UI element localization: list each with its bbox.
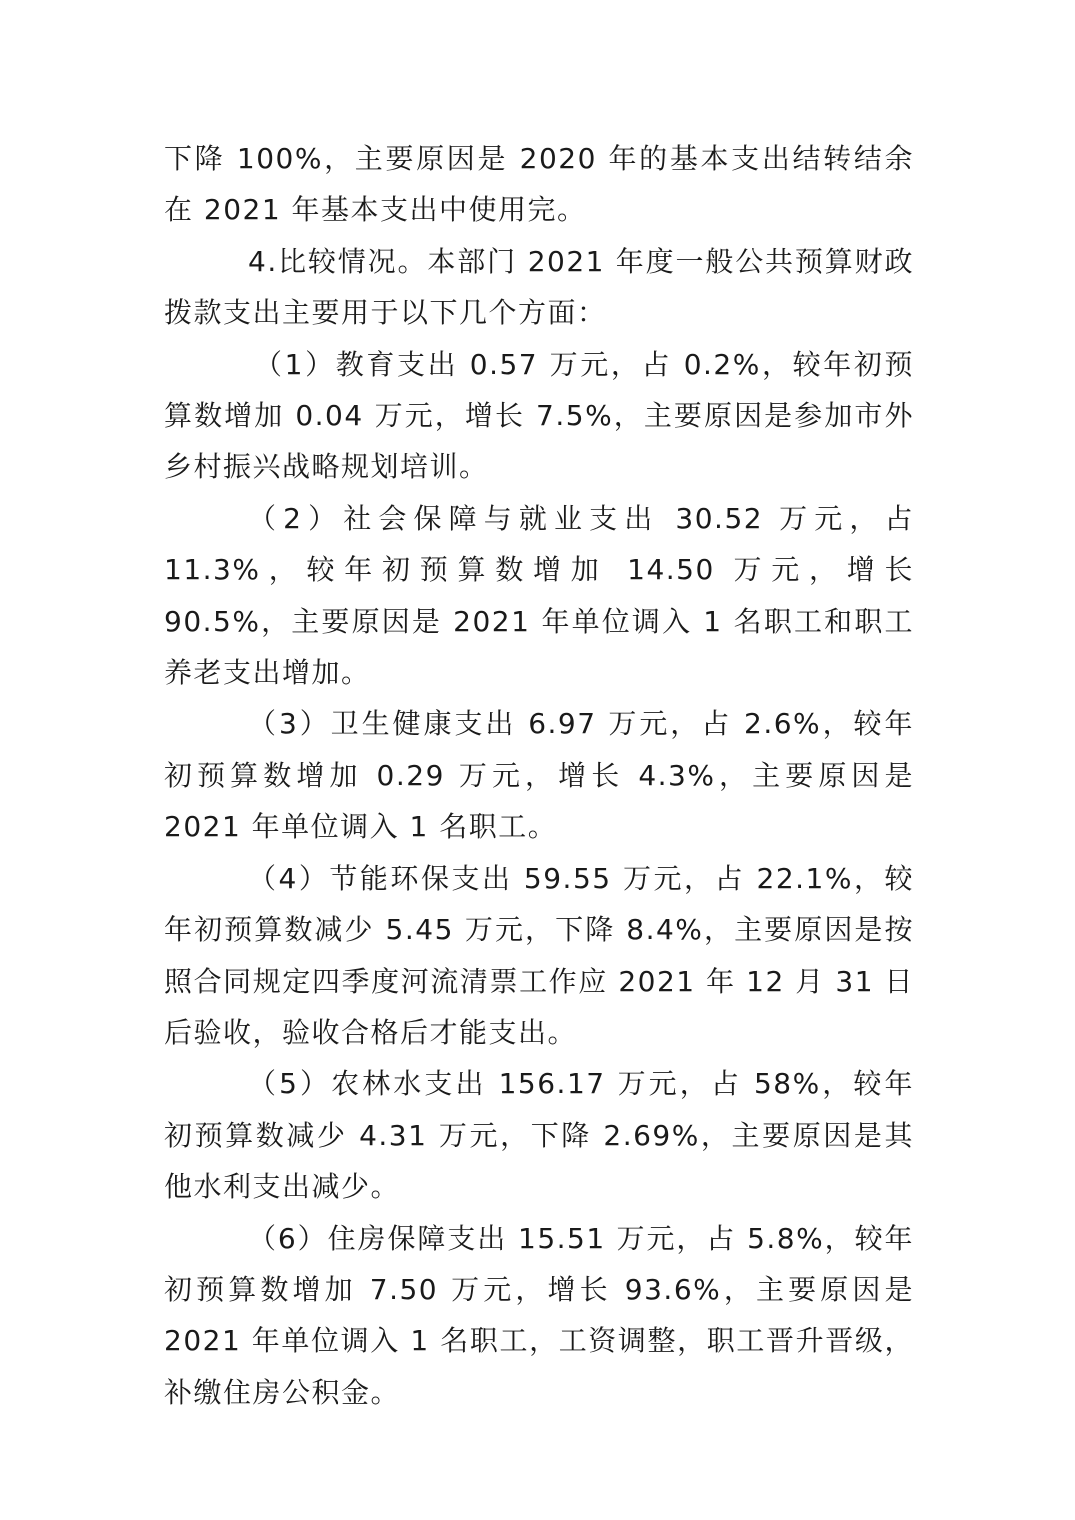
paragraph-item-environment: （4）节能环保支出 59.55 万元，占 22.1%，较年初预算数减少 5.45 万元，下降 8.4%，主要原因是按照合同规定四季度河流清票工作应 2021 年 12 月 31 日后验收，验收合格后才能支出。	[164, 861, 914, 1049]
paragraph-continuation: 下降 100%，主要原因是 2020 年的基本支出结转结余在 2021 年基本支出中使用完。	[164, 142, 914, 227]
document-body	[164, 133, 914, 1418]
paragraph-item-health: （3）卫生健康支出 6.97 万元，占 2.6%，较年初预算数增加 0.29 万元，增长 4.3%，主要原因是 2021 年单位调入 1 名职工。	[164, 707, 914, 844]
paragraph-item-agriculture: （5）农林水支出 156.17 万元，占 58%，较年初预算数减少 4.31 万元，下降 2.69%，主要原因是其他水利支出减少。	[164, 1067, 914, 1204]
paragraph-item-housing: （6）住房保障支出 15.51 万元，占 5.8%，较年初预算数增加 7.50 万元，增长 93.6%，主要原因是 2021 年单位调入 1 名职工，工资调整，职工晋升晋级，补缴住房公积金。	[164, 1221, 914, 1409]
paragraph-item-education: （1）教育支出 0.57 万元，占 0.2%，较年初预算数增加 0.04 万元，增长 7.5%，主要原因是参加市外乡村振兴战略规划培训。	[164, 347, 914, 484]
paragraph-comparison-heading: 4.比较情况。本部门 2021 年度一般公共预算财政拨款支出主要用于以下几个方面：	[164, 244, 914, 330]
paragraph-item-social-security: （2）社会保障与就业支出 30.52 万元，占 11.3%，较年初预算数增加 14.50 万元，增长 90.5%，主要原因是 2021 年单位调入 1 名职工和职工养老支出增加。	[164, 501, 914, 690]
